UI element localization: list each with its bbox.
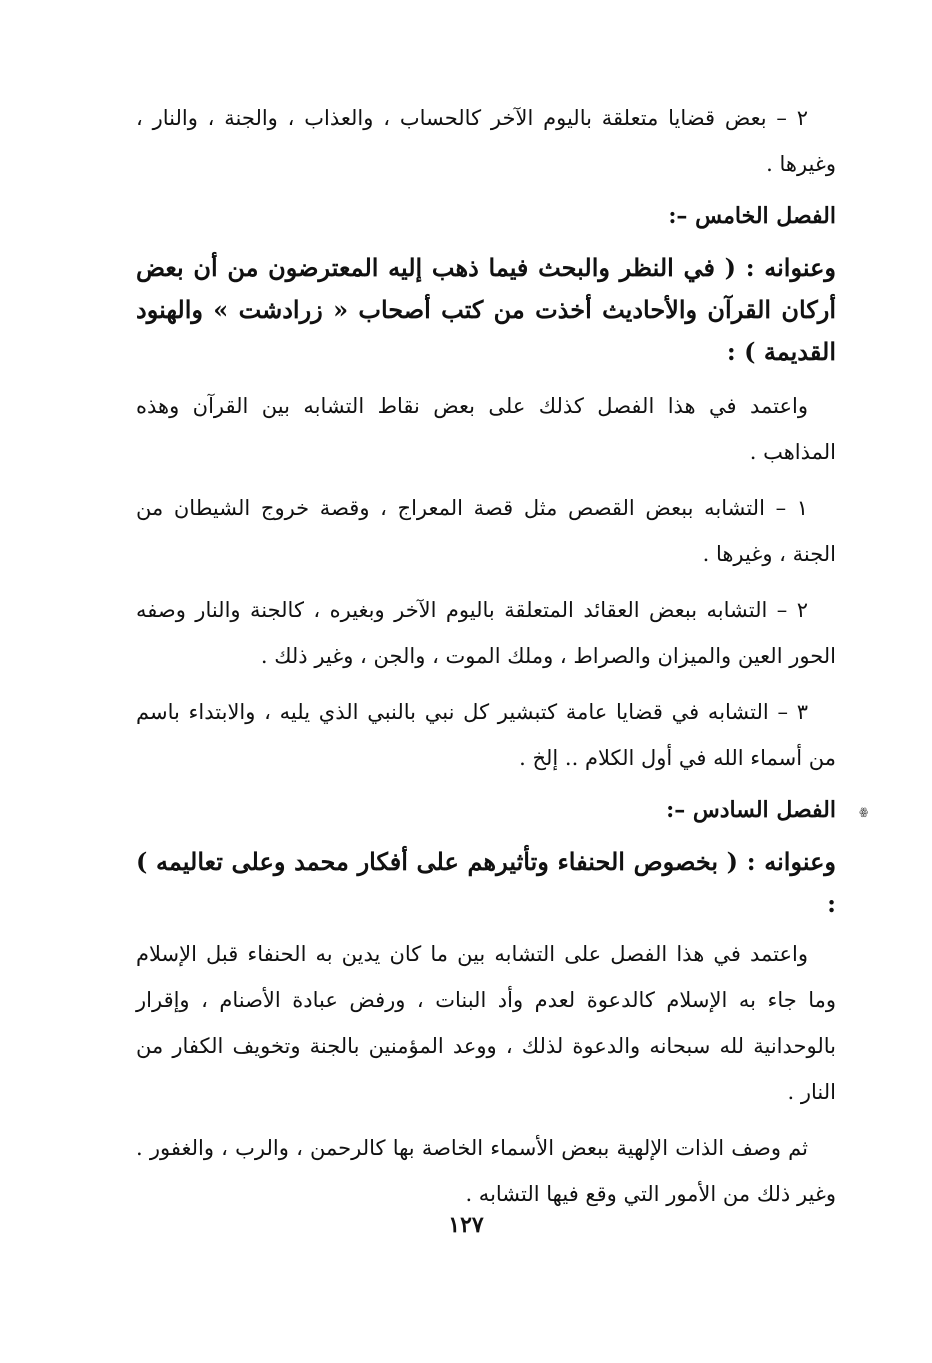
paragraph-chapter-five-intro: واعتمد في هذا الفصل كذلك على بعض نقاط التشابه بين القرآن وهذه المذاهب . bbox=[136, 394, 836, 464]
chapter-five-heading: الفصل الخامس –: bbox=[668, 203, 836, 229]
page-body bbox=[136, 95, 836, 1217]
paragraph-afterlife-issues: ٢ – بعض قضايا متعلقة باليوم الآخر كالحساب ، والعذاب ، والجنة ، والنار ، وغيرها . bbox=[136, 106, 836, 176]
ink-speck: ꙮ bbox=[859, 807, 868, 818]
paragraph-divine-names: ثم وصف الذات الإلهية ببعض الأسماء الخاصة بها كالرحمن ، والرب ، والغفور . وغير ذلك من الأمور التي وقع فيها التشابه . bbox=[136, 1136, 836, 1206]
paragraph-general-issues-similarity: ٣ – التشابه في قضايا عامة كتبشير كل نبي بالنبي الذي يليه ، والابتداء باسم من أسماء الله في أول الكلام .. إلخ . bbox=[136, 700, 836, 770]
page-number: ١٢٧ bbox=[448, 1212, 484, 1238]
paragraph-stories-similarity: ١ – التشابه ببعض القصص مثل قصة المعراج ، وقصة خروج الشيطان من الجنة ، وغيرها . bbox=[136, 496, 836, 566]
chapter-six-heading: الفصل السادس –: bbox=[666, 797, 836, 823]
paragraph-beliefs-similarity: ٢ – التشابه ببعض العقائد المتعلقة باليوم الآخر وبغيره ، كالجنة والنار وصفه الحور العين والميزان والصراط ، وملك الموت ، والجن ، وغير ذلك . bbox=[136, 598, 836, 668]
chapter-six-title: وعنوانه : ( بخصوص الحنفاء وتأثيرهم على أفكار محمد وعلى تعاليمه ) : bbox=[136, 847, 836, 918]
chapter-five-title: وعنوانه : ( في النظر والبحث فيما ذهب إليه المعترضون من أن بعض أركان القرآن والأحاديث أخذت من كتب أصحاب « زرادشت » والهنود القديمة ) : bbox=[136, 253, 836, 366]
paragraph-hanifs-similarity: واعتمد في هذا الفصل على التشابه بين ما كان يدين به الحنفاء قبل الإسلام وما جاء به الإسلام كالدعوة لعدم وأد البنات ، ورفض عبادة الأصنام ، وإقرار بالوحدانية لله سبحانه والدعوة لذلك ، ووعد المؤمنين بالجنة وتخويف الكفار من النار . bbox=[136, 942, 836, 1104]
